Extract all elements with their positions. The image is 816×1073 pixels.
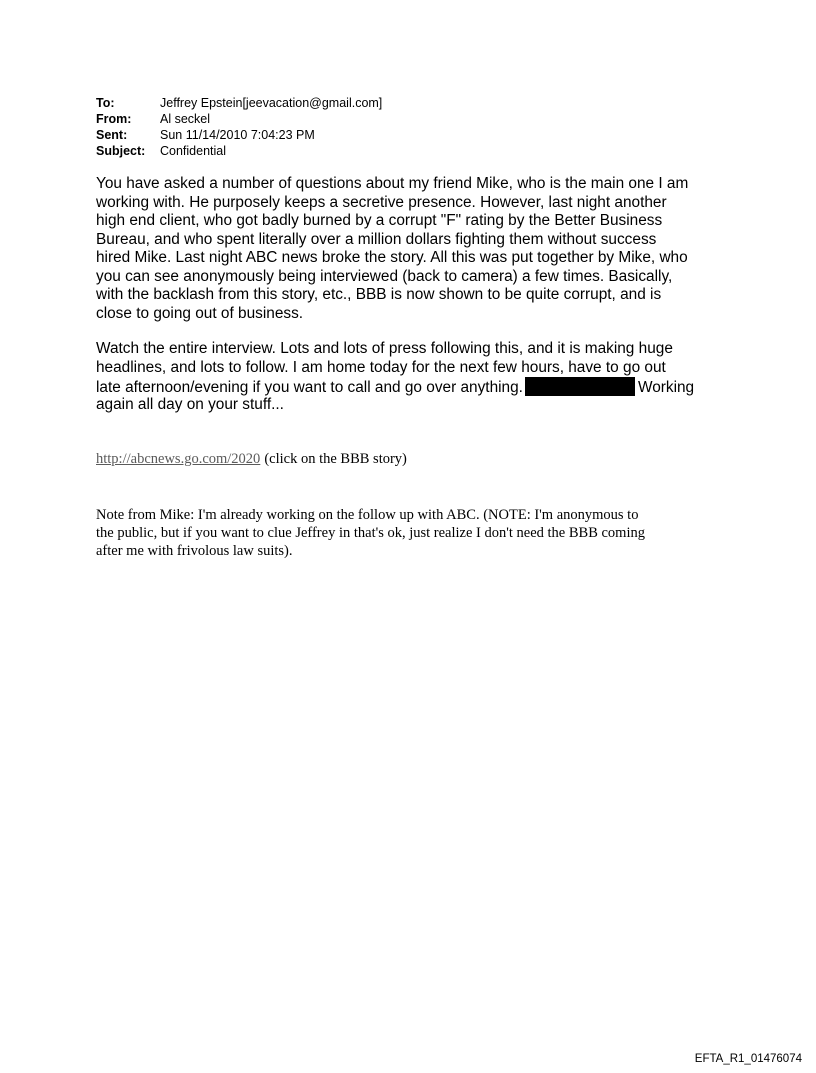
header-from-label: From:	[96, 112, 132, 126]
body-text: late afternoon/evening if you want to call and go over anything.	[96, 379, 523, 396]
body-text: Working	[637, 379, 695, 396]
body-paragraph-2	[96, 340, 732, 414]
header-sent-label: Sent:	[96, 128, 128, 142]
abc-news-link[interactable]: http://abcnews.go.com/2020	[96, 451, 261, 467]
header-subject-value: Confidential	[160, 144, 227, 158]
header-from-row	[96, 111, 736, 127]
document-id: EFTA_R1_01476074	[694, 1053, 802, 1065]
header-sent-row	[96, 127, 736, 143]
note-line: the public, but if you want to clue Jeffrey in that's ok, just realize I don't need the BBB coming	[96, 525, 645, 541]
header-from-value: Al seckel	[160, 112, 211, 126]
mike-note	[96, 506, 736, 560]
note-line: Note from Mike: I'm already working on the follow up with ABC. (NOTE: I'm anonymous to	[96, 507, 639, 523]
header-to-row	[96, 95, 736, 111]
header-subject-label: Subject:	[96, 144, 146, 158]
header-to-value: Jeffrey Epstein[jeevacation@gmail.com]	[160, 96, 383, 110]
body-line: you can see anonymously being interviewed (back to camera) a few times. Basically,	[96, 267, 673, 285]
body-line: headlines, and lots to follow. I am home today for the next few hours, have to go out	[96, 358, 666, 376]
header-sent-value: Sun 11/14/2010 7:04:23 PM	[160, 128, 315, 142]
body-line: You have asked a number of questions about my friend Mike, who is the main one I am	[96, 175, 689, 192]
body-line: working with. He purposely keeps a secretive presence. However, last night another	[96, 193, 667, 211]
body-line-with-redaction	[96, 377, 732, 396]
header-to-label: To:	[96, 96, 115, 110]
email-header	[96, 95, 736, 159]
body-line: hired Mike. Last night ABC news broke the story. All this was put together by Mike, who	[96, 249, 688, 266]
body-line: close to going out of business.	[96, 304, 304, 322]
link-note: (click on the BBB story)	[264, 451, 407, 467]
body-line: with the backlash from this story, etc., BBB is now shown to be quite corrupt, and is	[96, 286, 662, 303]
body-line: again all day on your stuff...	[96, 395, 284, 413]
note-line: after me with frivolous law suits).	[96, 543, 293, 559]
body-line: high end client, who got badly burned by a corrupt "F" rating by the Better Business	[96, 212, 663, 229]
body-line: Bureau, and who spent literally over a million dollars fighting them without success	[96, 230, 657, 248]
link-line	[96, 450, 407, 468]
redaction-block	[525, 377, 635, 396]
body-line: Watch the entire interview. Lots and lots of press following this, and it is making huge	[96, 340, 673, 357]
header-subject-row	[96, 143, 736, 159]
body-paragraph-1	[96, 175, 732, 323]
